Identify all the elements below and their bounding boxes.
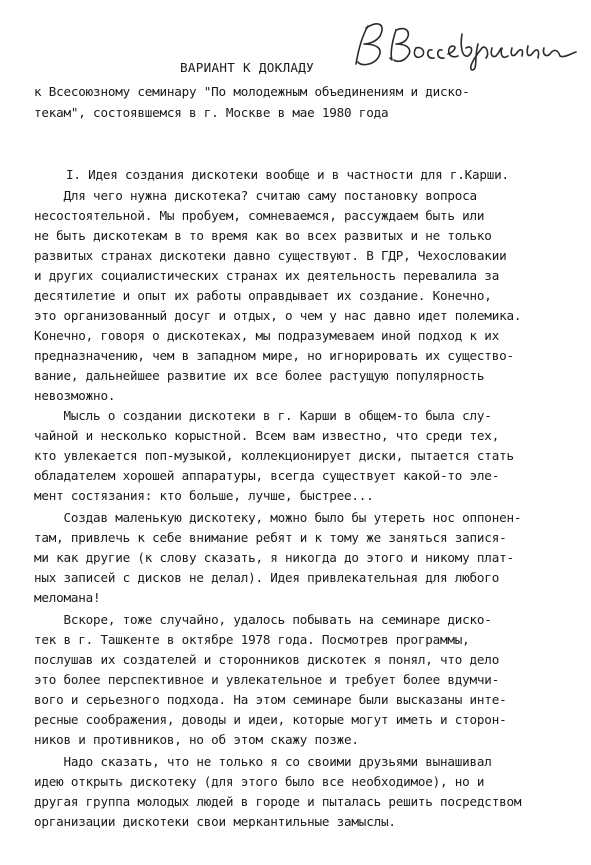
body-line: Создав маленькую дискотеку, можно было бы утереть нос оппонен- [34,510,522,525]
body-line: тек в г. Ташкенте в октябре 1978 года. Посмотрев программы, [34,632,470,647]
body-line: это более перспективное и увлекательное и требует более вдумчи- [34,672,500,687]
body-line: Конечно, говоря о дискотеках, мы подразумеваем иной подход к их [34,328,500,343]
body-line: вание, дальнейшее развитие их все более растущую популярность [34,368,485,383]
body-line: ресные соображения, доводы и идеи, которые могут иметь и сторон- [34,712,507,727]
body-line: послушав их создателей и сторонников дискотек я понял, что дело [34,652,500,667]
subtitle-line: текам", состоявшемся в г. Москве в мае 1980 года [34,105,389,120]
body-line: ми как другие (к слову сказать, я никогда до этого и никому плат- [34,550,514,565]
body-line: ных записей с дисков не делал). Идея привлекательная для любого [34,570,500,585]
body-line: десятилетие и опыт их работы оправдывает их создание. Конечно, [34,288,492,303]
body-line: меломана! [34,590,101,605]
body-line: обладателем хорошей аппаратуры, всегда существует какой-то эле- [34,468,500,483]
body-line: Мысль о создании дискотеки в г. Карши в общем-то была слу- [34,408,492,423]
body-line: ников и противников, но об этом скажу позже. [34,732,359,747]
document-title: ВАРИАНТ К ДОКЛАДУ [180,60,314,75]
section-heading: I. Идея создания дискотеки вообще и в частности для г.Карши. [66,167,509,182]
handwritten-signature [350,14,585,72]
body-line: другая группа молодых людей в городе и пыталась решить посредством [34,794,522,809]
body-line: развитых странах дискотеки давно существуют. В ГДР, Чехословакии [34,248,507,263]
body-line: не быть дискотекам в то время как во всех развитых и не только [34,228,492,243]
body-line: чайной и несколько корыстной. Всем вам известно, что среди тех, [34,428,500,443]
body-line: мент состязания: кто больше, лучше, быстрее... [34,488,374,503]
body-line: идею открыть дискотеку (для этого было все необходимое), но и [34,774,485,789]
body-line: невозможно. [34,388,116,403]
signature-image [350,14,585,72]
body-line: кто увлекается поп-музыкой, коллекционирует диски, пытается стать [34,448,514,463]
body-line: вого и серьезного подхода. На этом семинаре были высказаны инте- [34,692,507,707]
subtitle-line: к Всесоюзному семинару "По молодежным объединениям и диско- [34,84,470,99]
body-line: несостоятельной. Мы пробуем, сомневаемся, рассуждаем быть или [34,208,485,223]
body-line: Для чего нужна дискотека? считаю саму постановку вопроса [34,188,477,203]
body-line: это организованный досуг и отдых, о чем у нас давно идет полемика. [34,308,522,323]
body-line: Вскоре, тоже случайно, удалось побывать на семинаре диско- [34,612,492,627]
body-line: предназначению, чем в западном мире, но игнорировать их существо- [34,348,514,363]
body-line: Надо сказать, что не только я со своими друзьями вынашивал [34,754,492,769]
body-line: и других социалистических странах их деятельность перевалила за [34,268,500,283]
body-line: организации дискотеки свои меркантильные замыслы. [34,814,396,829]
body-line: там, привлечь к себе внимание ребят и к тому же заняться запися- [34,530,507,545]
